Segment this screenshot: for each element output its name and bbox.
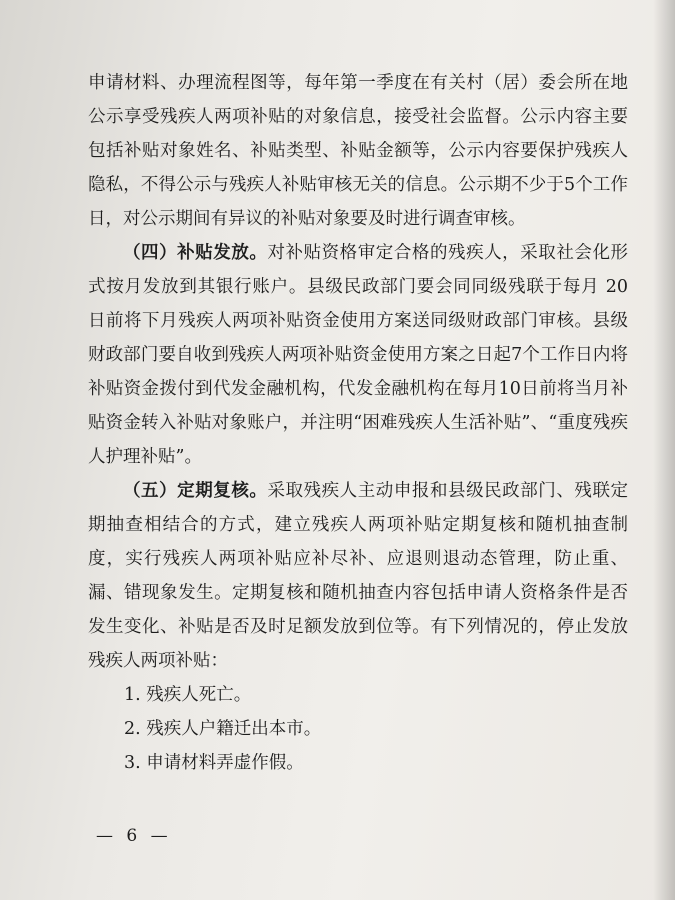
section-heading-review: （五）定期复核。 [123,481,268,501]
paragraph-publicity: 申请材料、办理流程图等，每年第一季度在有关村（居）委会所在地公示享受残疾人两项补贴的对象信息，接受社会监督。公示内容主要包括补贴对象姓名、补贴类型、补贴金额等，公示内容要保护残疾人隐私，不得公示与残疾人补贴审核无关的信息。公示期不少于5个工作日，对公示期间有异议的补贴对象要及时进行调查审核。 [88,73,628,229]
document-body [88,66,628,780]
paragraph-periodic-review [88,474,628,678]
list-item: 1. 残疾人死亡。 [124,685,252,705]
section-body-review: 采取残疾人主动申报和县级民政部门、残联定期抽查相结合的方式，建立残疾人两项补贴定期复核和随机抽查制度，实行残疾人两项补贴应补尽补、应退则退动态管理，防止重、漏、错现象发生。定期复核和随机抽查内容包括申请人资格条件是否发生变化、补贴是否及时足额发放到位等。有下列情况的，停止发放残疾人两项补贴： [88,481,629,671]
section-heading-payment: （四）补贴发放。 [123,243,268,263]
list-item: 3. 申请材料弄虚作假。 [124,753,304,773]
list-item: 2. 残疾人户籍迁出本市。 [124,719,322,739]
section-body-payment: 对补贴资格审定合格的残疾人，采取社会化形式按月发放到其银行账户。县级民政部门要会同同级残联于每月 20 日前将下月残疾人两项补贴资金使用方案送同级财政部门审核。县级财政部门要自收到残疾人两项补贴资金使用方案之日起7个工作日内将补贴资金拨付到代发金融机构，代发金融机构在每月10日前将当月补贴资金转入补贴对象账户，并注明“困难残疾人生活补贴”、“重度残疾人护理补贴”。 [88,243,629,467]
page-number: — 6 — [96,826,172,846]
page-edge-shadow [653,0,675,900]
paragraph-subsidy-payment [88,236,628,474]
